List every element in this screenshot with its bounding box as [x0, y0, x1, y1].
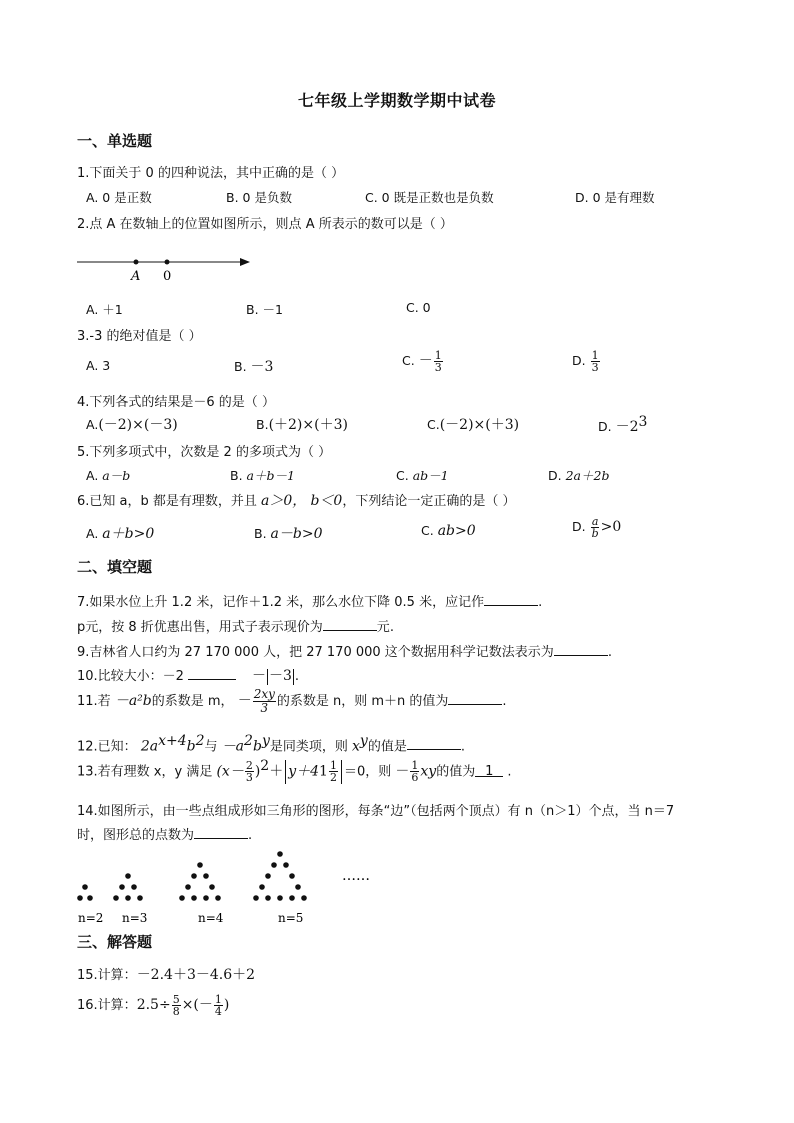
answer-blank[interactable]: [554, 643, 608, 656]
question-6-option-a: A. a＋b>0: [86, 526, 155, 542]
answer-blank[interactable]: [448, 692, 502, 705]
point-a-label: A: [131, 269, 141, 284]
question-15: 15.计算：－2.4＋3－4.6＋2: [77, 967, 256, 983]
question-2-option-c: C. 0: [406, 300, 431, 315]
number-line-figure: [72, 250, 262, 284]
question-4-stem: 4.下列各式的结果是－6 的是（ ）: [77, 395, 275, 410]
section-heading-single-choice: 一、单选题: [77, 132, 153, 150]
question-7: 7.如果水位上升 1.2 米，记作＋1.2 米，那么水位下降 0.5 米，应记作 .: [77, 595, 543, 610]
question-14-line-2: 时，图形总的点数为 .: [77, 828, 253, 843]
section-heading-fill-blank: 二、填空题: [77, 558, 153, 576]
page-title: 七年级上学期数学期中试卷: [297, 91, 496, 110]
label-n4: n=4: [198, 911, 224, 925]
section-heading-solve: 三、解答题: [77, 933, 153, 951]
question-4-option-c: C.(－2)×(＋3): [427, 417, 520, 433]
question-13: 13.若有理数 x，y 满足 (x－ $\frac{2}{3}$ )$^2$＋ y＋41 $\frac{1}{2}$ ＝0，则 － $\frac{1}{6}$ xy的值为 1 .: [77, 758, 512, 785]
label-n2: n=2: [78, 911, 104, 925]
answer-blank[interactable]: [194, 826, 248, 839]
question-1-stem: 1.下面关于 0 的四种说法，其中正确的是（ ）: [77, 166, 345, 181]
question-9: 9.吉林省人口约为 27 170 000 人，把 27 170 000 这个数据用科学记数法表示为 .: [77, 645, 612, 660]
question-6-option-b: B. a－b>0: [254, 526, 323, 542]
answer-blank[interactable]: [188, 667, 236, 680]
question-1-option-c: C. 0 既是正数也是负数: [365, 190, 494, 205]
question-8: p元，按 8 折优惠出售，用式子表示现价为 元.: [77, 620, 394, 635]
question-5-stem: 5.下列多项式中，次数是 2 的多项式为（ ）: [77, 445, 332, 460]
point-zero-label: 0: [163, 269, 172, 284]
triangle-n3: [113, 873, 143, 901]
question-10: 10.比较大小：－2 － －3 .: [77, 668, 300, 684]
question-5-option-c: C. ab－1: [396, 468, 449, 483]
question-4-option-a: A.(－2)×(－3): [86, 417, 178, 433]
question-3-option-c: C. － $\frac{1}{3}$: [402, 349, 442, 374]
question-2-option-a: A. ＋1: [86, 302, 123, 317]
number-line-arrow: [240, 258, 250, 266]
question-3-option-d: D. $\frac{1}{3}$: [572, 349, 599, 374]
question-4-option-b: B.(＋2)×(＋3): [256, 417, 348, 433]
question-6-option-d: D. $\frac{a}{b}$ >0: [572, 515, 622, 540]
question-4-option-d: D. $-2^3$: [598, 414, 648, 436]
question-6-stem: 6.已知 a，b 都是有理数，并且 a＞0， b＜0，下列结论一定正确的是（ ）: [77, 493, 516, 509]
question-5-option-b: B. a＋b－1: [230, 468, 295, 483]
answer-filled[interactable]: 1: [475, 764, 503, 777]
question-1-option-d: D. 0 是有理数: [575, 190, 655, 205]
label-n3: n=3: [122, 911, 148, 925]
question-1-option-a: A. 0 是正数: [86, 190, 152, 205]
question-5-option-d: D. 2a＋2b: [548, 468, 610, 483]
triangle-n4: [179, 862, 221, 901]
point-zero-dot: [165, 260, 170, 265]
question-3-option-a: A. 3: [86, 358, 111, 373]
question-2-stem: 2.点 A 在数轴上的位置如图所示，则点 A 所表示的数可以是（ ）: [77, 217, 453, 232]
question-11: 11.若 －a²b的系数是 m， － $\frac{2xy}{3}$ 的系数是 n，则 m＋n 的值为 .: [77, 687, 507, 715]
question-14-line-1: 14.如图所示，由一些点组成形如三角形的图形，每条“边”（包括两个顶点）有 n（n＞1）个点，当 n＝7: [77, 804, 675, 819]
question-3-stem: 3.-3 的绝对值是（ ）: [77, 329, 202, 344]
answer-blank[interactable]: [484, 593, 538, 606]
question-2-option-b: B. －1: [246, 302, 283, 317]
triangle-n5: [253, 851, 307, 901]
question-5-option-a: A. a－b: [86, 468, 131, 483]
question-6-option-c: C. ab>0: [421, 523, 476, 539]
question-16: 16.计算：2.5÷ $\frac{5}{8}$ ×(－ $\frac{1}{4}$ ): [77, 993, 230, 1018]
question-3-option-b: B. －3: [234, 359, 274, 375]
point-a-dot: [134, 260, 139, 265]
answer-blank[interactable]: [323, 618, 377, 631]
triangle-dots-figure: [72, 846, 402, 928]
ellipsis: ……: [342, 868, 370, 884]
triangle-n2: [77, 884, 93, 901]
answer-blank[interactable]: [407, 737, 461, 750]
question-1-option-b: B. 0 是负数: [226, 190, 292, 205]
question-12: 12.已知： $2a^{x+4}b^2$与 $-a^2b^y$是同类项，则 $x^y$的值是 .: [77, 733, 465, 755]
label-n5: n=5: [278, 911, 304, 925]
